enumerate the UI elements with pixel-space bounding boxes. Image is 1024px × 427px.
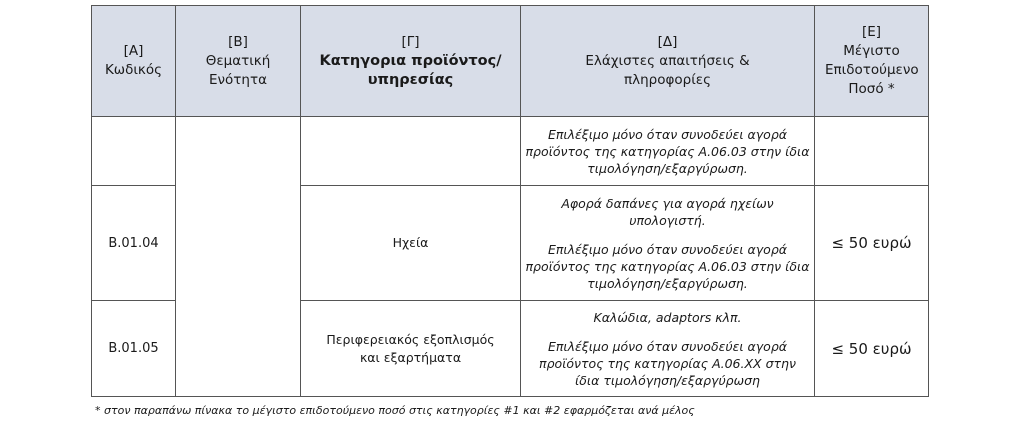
amount-cell: ≤ 50 ευρώ <box>815 301 929 397</box>
amount-cell <box>815 117 929 186</box>
requirements-cell: Καλώδια, adaptors κλπ. Επιλέξιμο μόνο όταν συνοδεύει αγορά προϊόντος της κατηγορίας Α.06.XX στην ίδια τιμολόγηση/εξαργύρωση <box>521 301 815 397</box>
code-cell: Β.01.05 <box>92 301 176 397</box>
code-cell: Β.01.04 <box>92 186 176 301</box>
thematic-unit-cell <box>176 117 301 397</box>
header-code: [Α] Κωδικός <box>92 6 176 117</box>
header-category: [Γ] Κατηγορια προϊόντος/υπηρεσίας <box>301 6 521 117</box>
category-cell: Ηχεία <box>301 186 521 301</box>
header-max-amount: [Ε] Μέγιστο Επιδοτούμενο Ποσό * <box>815 6 929 117</box>
requirements-table <box>91 5 929 397</box>
table-row <box>92 117 929 186</box>
code-cell <box>92 117 176 186</box>
requirements-cell: Αφορά δαπάνες για αγορά ηχείων υπολογιστή. Επιλέξιμο μόνο όταν συνοδεύει αγορά προϊόντος της κατηγορίας Α.06.03 στην ίδια τιμολόγηση/εξαργύρωση. <box>521 186 815 301</box>
header-row <box>92 6 929 117</box>
amount-cell: ≤ 50 ευρώ <box>815 186 929 301</box>
category-cell <box>301 117 521 186</box>
header-thematic-unit: [Β] Θεματική Ενότητα <box>176 6 301 117</box>
requirements-cell: Επιλέξιμο μόνο όταν συνοδεύει αγορά προϊόντος της κατηγορίας Α.06.03 στην ίδια τιμολόγηση/εξαργύρωση. <box>521 117 815 186</box>
header-requirements: [Δ] Ελάχιστες απαιτήσεις & πληροφορίες <box>521 6 815 117</box>
footnote: * στον παραπάνω πίνακα το μέγιστο επιδοτούμενο ποσό στις κατηγορίες #1 και #2 εφαρμόζεται ανά μέλος <box>95 404 695 417</box>
category-cell: Περιφερειακός εξοπλισμός και εξαρτήματα <box>301 301 521 397</box>
